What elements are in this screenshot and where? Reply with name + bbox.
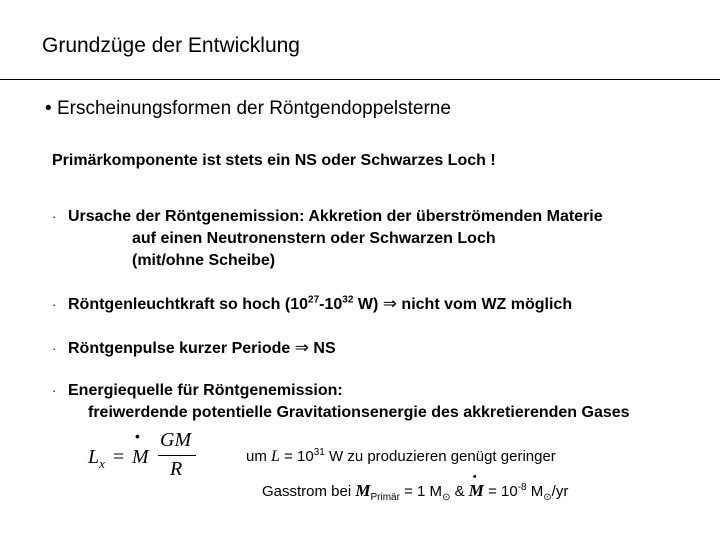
- formula-equals: =: [113, 446, 125, 468]
- bullet-item-luminosity: [52, 294, 572, 314]
- formula-note-line1: [246, 448, 556, 466]
- item3-text-a: Röntgenpulse kurzer Periode: [68, 340, 295, 357]
- note2-text-e: M: [526, 483, 544, 500]
- formula-denominator: R: [170, 458, 183, 480]
- item2-exp2: 32: [342, 294, 354, 306]
- note2-mdot-letter: M: [468, 481, 484, 500]
- item1-line1: Ursache der Röntgenemission: Akkretion der überströmenden Materie: [68, 208, 603, 225]
- note2-sub-primaer: Primär: [370, 492, 400, 503]
- bullet-item-energy: [52, 382, 343, 400]
- item1-line2: auf einen Neutronenstern oder Schwarzen Loch: [132, 230, 496, 247]
- formula-note-line2: [262, 471, 569, 503]
- solar-symbol: ⊙: [442, 492, 451, 503]
- bullet-item-accretion: [52, 208, 603, 226]
- section-heading: [45, 98, 451, 120]
- item4-line1: Energiequelle für Röntgenemission:: [68, 382, 343, 399]
- note2-exp: -8: [517, 482, 527, 493]
- note2-mdot-dot: •: [472, 471, 477, 483]
- solar-symbol: ⊙: [543, 492, 552, 503]
- heading-bullet: •: [45, 98, 52, 119]
- note1-text-c: W zu produzieren genügt geringer: [324, 448, 556, 465]
- formula-L: L: [88, 446, 100, 468]
- note1-L: L: [271, 448, 280, 465]
- item2-text-a: Röntgenleuchtkraft so hoch (10: [68, 296, 309, 313]
- bullet-dot: ·: [52, 209, 57, 224]
- item3-text-b: NS: [308, 340, 336, 357]
- formula-mdot: M: [132, 446, 149, 468]
- item2-text-d: nicht vom WZ möglich: [396, 296, 573, 313]
- bullet-dot: ·: [52, 383, 57, 398]
- title-divider: [0, 79, 720, 80]
- item4-line2: freiwerdende potentielle Gravitationsenergie des akkretierenden Gases: [88, 404, 630, 421]
- mdot-dot: •: [135, 428, 140, 444]
- item1-line3: (mit/ohne Scheibe): [132, 252, 276, 269]
- note2-text-c: &: [450, 483, 469, 500]
- implies-arrow: ⇒: [382, 294, 397, 313]
- heading-text: Erscheinungsformen der Röntgendoppelsterne: [56, 98, 451, 119]
- bullet-dot: ·: [52, 297, 57, 312]
- note2-mdot: [468, 471, 484, 501]
- note1-exp: 31: [313, 447, 325, 458]
- note1-text-b: = 10: [279, 448, 314, 465]
- item2-text-b: -10: [319, 296, 343, 313]
- bullet-dot: ·: [52, 341, 57, 356]
- note2-text-b: = 1 M: [399, 483, 443, 500]
- bullet-item-pulses: [52, 338, 336, 358]
- note2-text-a: Gasstrom bei: [262, 483, 356, 500]
- item2-exp1: 27: [308, 294, 320, 306]
- note2-text-f: /yr: [551, 483, 569, 500]
- formula-numerator: GM: [160, 429, 192, 451]
- note2-M: M: [355, 481, 371, 500]
- note1-text-a: um: [246, 448, 272, 465]
- fraction-bar: [158, 455, 196, 456]
- formula-L-subscript: x: [99, 456, 105, 471]
- formula-lhs: [88, 446, 105, 469]
- primary-statement: Primärkomponente ist stets ein NS oder Schwarzes Loch !: [52, 152, 496, 169]
- implies-arrow: ⇒: [294, 338, 309, 357]
- slide-title: Grundzüge der Entwicklung: [42, 34, 300, 57]
- item2-text-c: W): [353, 296, 383, 313]
- note2-text-d: = 10: [483, 483, 518, 500]
